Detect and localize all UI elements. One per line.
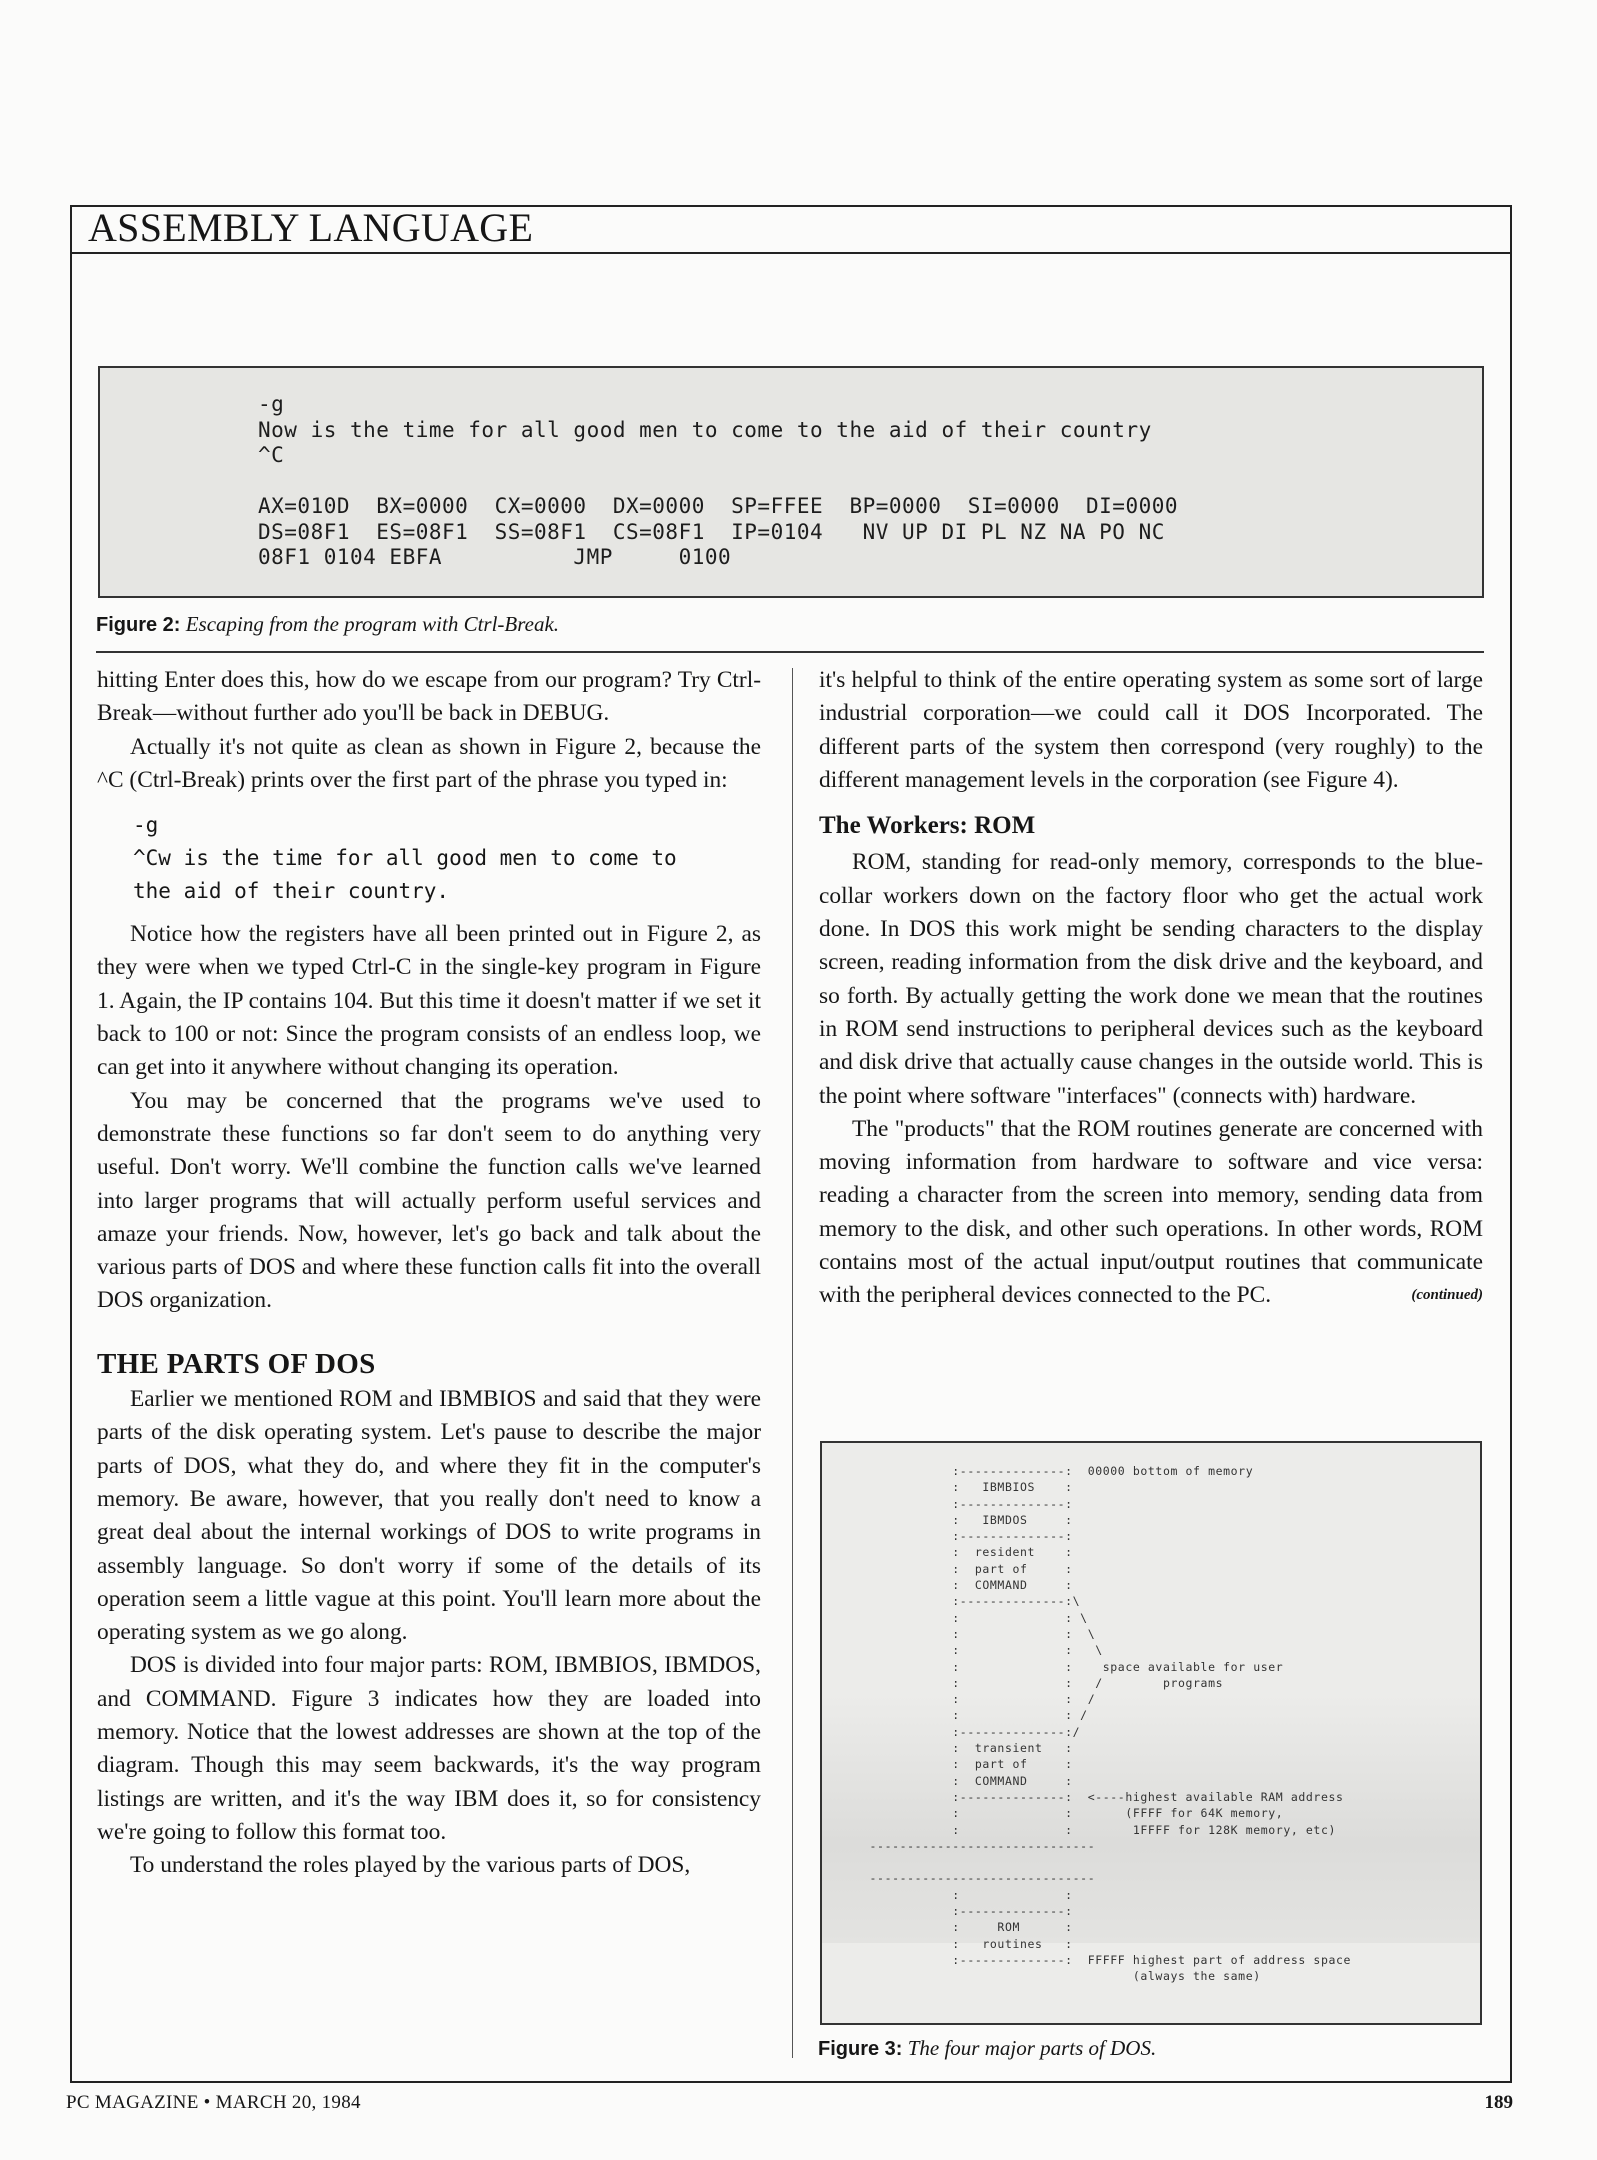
section-title: ASSEMBLY LANGUAGE [88, 205, 534, 250]
footer-publication: PC MAGAZINE • MARCH 20, 1984 [66, 2092, 361, 2113]
figure-3-memory-map [820, 1441, 1482, 2025]
paragraph: To understand the roles played by the various parts of DOS, [130, 1852, 691, 1879]
left-column [97, 664, 761, 1883]
paragraph: Actually it's not quite as clean as shown in Figure 2, because the ^C (Ctrl-Break) prints over the first part of the phrase you typed in: [97, 733, 761, 793]
continued-label: (continued) [1411, 1287, 1483, 1304]
title-rule [70, 252, 1512, 254]
figure-2-label: Figure 2: [96, 614, 181, 636]
figure-2-caption [96, 612, 559, 637]
paragraph [819, 1113, 1483, 1313]
debug-output: -g Now is the time for all good men to come to the aid of their country ^C AX=010D BX=0000 CX=0000 DX=0000 SP=FFEE BP=0000 SI=0000 DI=0000 DS=08F1 ES=08F1 SS=08F1 CS=08F1 IP=0104 NV UP DI PL NZ NA PO NC 08F1 0104 EBFA JMP 0100 [258, 392, 1179, 569]
figure-3-caption [818, 2036, 1156, 2061]
paragraph: DOS is divided into four major parts: ROM, IBMBIOS, IBMDOS, and COMMAND. Figure 3 indicates how they are loaded into memory. Notice that the lowest addresses are shown at the top of the diagram. Though this may seem backwards, it's the way program listings are written, and it's the way IBM does it, so for consistency we're going to follow this format too. [97, 1652, 761, 1845]
figure-3-caption-text: The four major parts of DOS. [907, 2036, 1157, 2060]
figure-2-listing [98, 366, 1484, 598]
divider-rule [96, 651, 1484, 653]
memory-map-diagram: :--------------: 00000 bottom of memory : IBMBIOS : :--------------: : IBMDOS : :--------------: : resident : : part of : : COMMAND : :--------------:\ : : \ : : \ : : \ : : space available for user : : / programs : : / : : / :--------------:/ : transient : : part of : : COMMAND : :--------------: <----highest available RAM address : : (FFFF for 64K memory, : : 1FFFF for 128K memory, etc) ------------------------------ ------------------------------ : : :--------------: : ROM : : routines : :--------------: FFFFF highest part of address space (always the same) [869, 1464, 1352, 1984]
column-divider [792, 668, 793, 2058]
section-heading: THE PARTS OF DOS [97, 1347, 376, 1380]
page-number: 189 [1484, 2092, 1513, 2113]
paragraph-text: The "products" that the ROM routines generate are concerned with moving information from hardware to software and vice versa: reading a character from the screen into memory, sending data from memory to the disk, and other such operations. In other words, ROM contains most of the actual input/output routines that communicate with the peripheral devices connected to the PC. [819, 1115, 1483, 1309]
figure-2-caption-text: Escaping from the program with Ctrl-Break. [185, 612, 560, 636]
paragraph: Notice how the registers have all been printed out in Figure 2, as they were when we typed Ctrl-C in the single-key program in Figure 1. Again, the IP contains 104. But this time it doesn't matter if we set it back to 100 or not: Since the program consists of an endless loop, we can get into it anywhere without changing its operation. [97, 921, 761, 1081]
paragraph: hitting Enter does this, how do we escape from our program? Try Ctrl-Break—without further ado you'll be back in DEBUG. [97, 667, 761, 727]
paragraph: Earlier we mentioned ROM and IBMBIOS and said that they were parts of the disk operating system. Let's pause to describe the major parts of DOS, what they do, and where they fit in the computer's memory. Be aware, however, that you really don't need to know a great deal about the internal workings of DOS to write programs in assembly language. So don't worry if some of the details of its operation seem a little vague at this point. You'll learn more about the operating system as we go along. [97, 1386, 761, 1646]
right-column [819, 664, 1483, 1313]
subsection-heading: The Workers: ROM [819, 812, 1036, 840]
paragraph: it's helpful to think of the entire operating system as some sort of large industrial corporation—we could call it DOS Incorporated. The different parts of the system then correspond (very roughly) to the different management levels in the corporation (see Figure 4). [819, 667, 1483, 793]
paragraph: ROM, standing for read-only memory, corresponds to the blue-collar workers down on the factory floor who get the actual work done. In DOS this work might be sending characters to the display screen, reading information from the disk drive and the keyboard, and so forth. By actually getting the work done we mean that the routines in ROM send instructions to peripheral devices such as the keyboard and disk drive that actually cause changes in the outside world. This is the point where software "interfaces" (connects with) hardware. [819, 849, 1483, 1109]
paragraph: You may be concerned that the programs we've used to demonstrate these functions so far don't seem to do anything very useful. Don't worry. We'll combine the function calls we've learned into larger programs that will actually perform useful services and amaze your friends. Now, however, let's go back and talk about the various parts of DOS and where these function calls fit into the overall DOS organization. [97, 1087, 761, 1314]
code-sample: -g ^Cw is the time for all good men to come to the aid of their country. [133, 813, 677, 904]
figure-3-label: Figure 3: [818, 2038, 903, 2060]
